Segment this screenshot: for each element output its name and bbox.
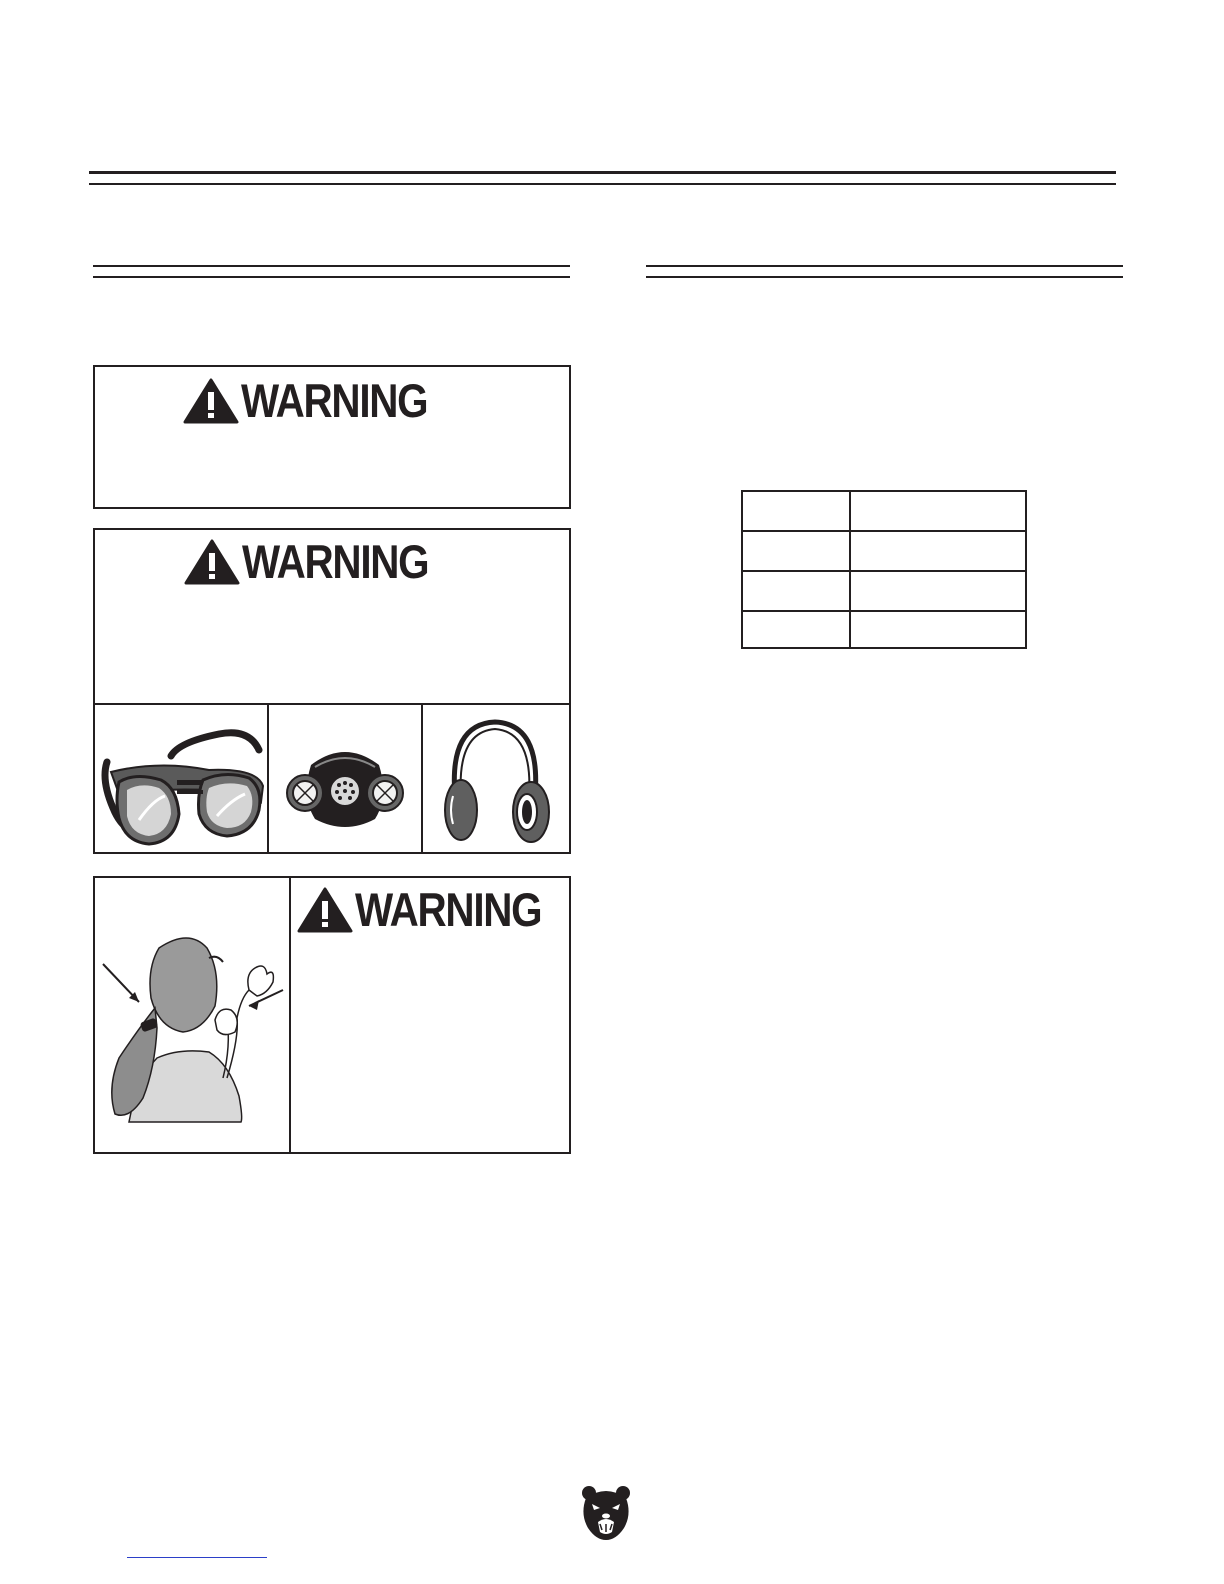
person-tied-back-hair-illustration (99, 928, 287, 1152)
left-section-rule-bottom (93, 276, 570, 278)
table-cell (742, 491, 850, 531)
warning-header-3 (297, 883, 572, 936)
warning-box-1 (93, 365, 571, 509)
ppe-cell-divider-2 (421, 703, 423, 854)
ppe-row-divider (95, 703, 569, 705)
warning-triangle-icon (184, 539, 240, 585)
right-section-rule-bottom (646, 276, 1123, 278)
ear-muffs-icon (435, 716, 555, 848)
table-cell (850, 491, 1026, 531)
table-row (742, 531, 1026, 571)
footer-link-underline[interactable] (127, 1557, 267, 1558)
table-cell (850, 531, 1026, 571)
table-cell (742, 531, 850, 571)
page-title-rule-top (89, 171, 1116, 174)
left-section-rule-top (93, 265, 570, 267)
warning-box-3 (93, 876, 571, 1154)
warning-label-3: WARNING (355, 883, 542, 936)
bear-head-logo (580, 1484, 632, 1540)
ppe-cell-divider-1 (267, 703, 269, 854)
spec-table (741, 490, 1027, 649)
safety-glasses-icon (99, 710, 265, 850)
table-cell (742, 611, 850, 648)
warning-header-2 (184, 535, 459, 588)
warning-triangle-icon (183, 378, 239, 424)
table-row (742, 491, 1026, 531)
table-cell (742, 571, 850, 611)
table-row (742, 571, 1026, 611)
warning-triangle-icon (297, 887, 353, 933)
table-cell (850, 571, 1026, 611)
table-cell (850, 611, 1026, 648)
dust-mask-icon (285, 735, 405, 835)
table-row (742, 611, 1026, 648)
warning-label-1: WARNING (241, 374, 428, 427)
warning-3-divider (289, 878, 291, 1152)
right-section-rule-top (646, 265, 1123, 267)
warning-header-1 (183, 374, 458, 427)
page-title-rule-bottom (89, 183, 1116, 185)
warning-label-2: WARNING (242, 535, 429, 588)
warning-box-2 (93, 528, 571, 854)
